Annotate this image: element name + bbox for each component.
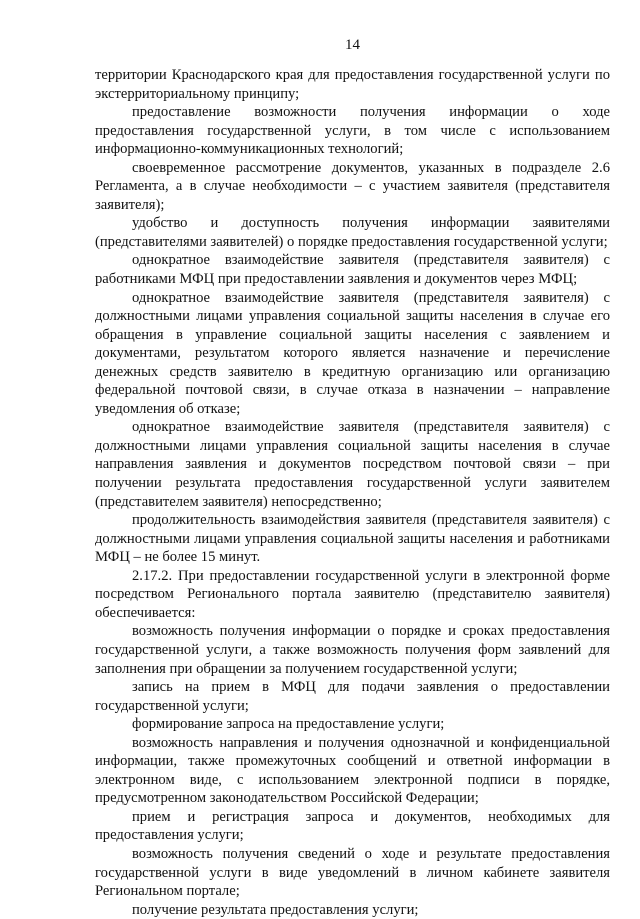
paragraph: однократное взаимодействие заявителя (представителя заявителя) с должностными лицами управления социальной защиты населения в случае его обращения в управление социальной защиты населения с заявлением и документами, результатом которого является назначение и перечисление денежных средств заявителю в кредитную организацию или организацию федеральной почтовой связи, в случае отказа в назначении – направление уведомления об отказе; — [95, 289, 610, 417]
paragraph: запись на прием в МФЦ для подачи заявления о предоставлении государственной услуги; — [95, 679, 610, 714]
paragraph: продолжительность взаимодействия заявителя (представителя заявителя) с должностными лицами управления социальной защиты населения и работниками МФЦ – не более 15 минут. — [95, 512, 610, 566]
paragraph: формирование запроса на предоставление услуги; — [132, 716, 445, 733]
paragraph: однократное взаимодействие заявителя (представителя заявителя) с должностными лицами управления социальной защиты населения в случае направления заявления и документов посредством почтовой связи – при получении результата предоставления государственной услуги заявителем (представителем заявителя) непосредственно; — [95, 419, 610, 510]
body-text — [95, 66, 610, 919]
paragraph: прием и регистрация запроса и документов, необходимых для предоставления услуги; — [95, 808, 610, 844]
paragraph: однократное взаимодействие заявителя (представителя заявителя) с работниками МФЦ при предоставлении заявления и документов через МФЦ; — [95, 252, 610, 288]
paragraph: удобство и доступность получения информации заявителями (представителями заявителей) о порядке предоставления государственной услуги; — [95, 215, 610, 250]
paragraph: территории Краснодарского края для предоставления государственной услуги по экстерриториальному принципу; — [95, 67, 610, 102]
paragraph: 2.17.2. При предоставлении государственной услуги в электронной форме посредством Регионального портала заявителю (представителю заявителя) обеспечивается: — [95, 567, 610, 621]
paragraph: возможность получения информации о порядке и сроках предоставления государственной услуги, а также возможность получения форм заявлений для заполнения при обращении за получением государственной услуги; — [95, 623, 610, 677]
paragraph: возможность направления и получения однозначной и конфиденциальной информации, также промежуточных сообщений и ответной информации в электронном виде, с использованием электронной подписи в порядке, предусмотренном законодательством Российской Федерации; — [95, 734, 610, 807]
paragraph: получение результата предоставления услуги; — [132, 901, 419, 918]
paragraph: возможность получения сведений о ходе и результате предоставления государственной услуги в виде уведомлений в личном кабинете заявителя Региональном портале; — [95, 845, 610, 900]
page-number: 14 — [345, 37, 360, 53]
paragraph: предоставление возможности получения информации о ходе предоставления государственной услуги, в том числе с использованием информационно-коммуникационных технологий; — [95, 104, 610, 158]
paragraph: своевременное рассмотрение документов, указанных в подразделе 2.6 Регламента, а в случае необходимости – с участием заявителя (представителя заявителя); — [95, 159, 610, 213]
